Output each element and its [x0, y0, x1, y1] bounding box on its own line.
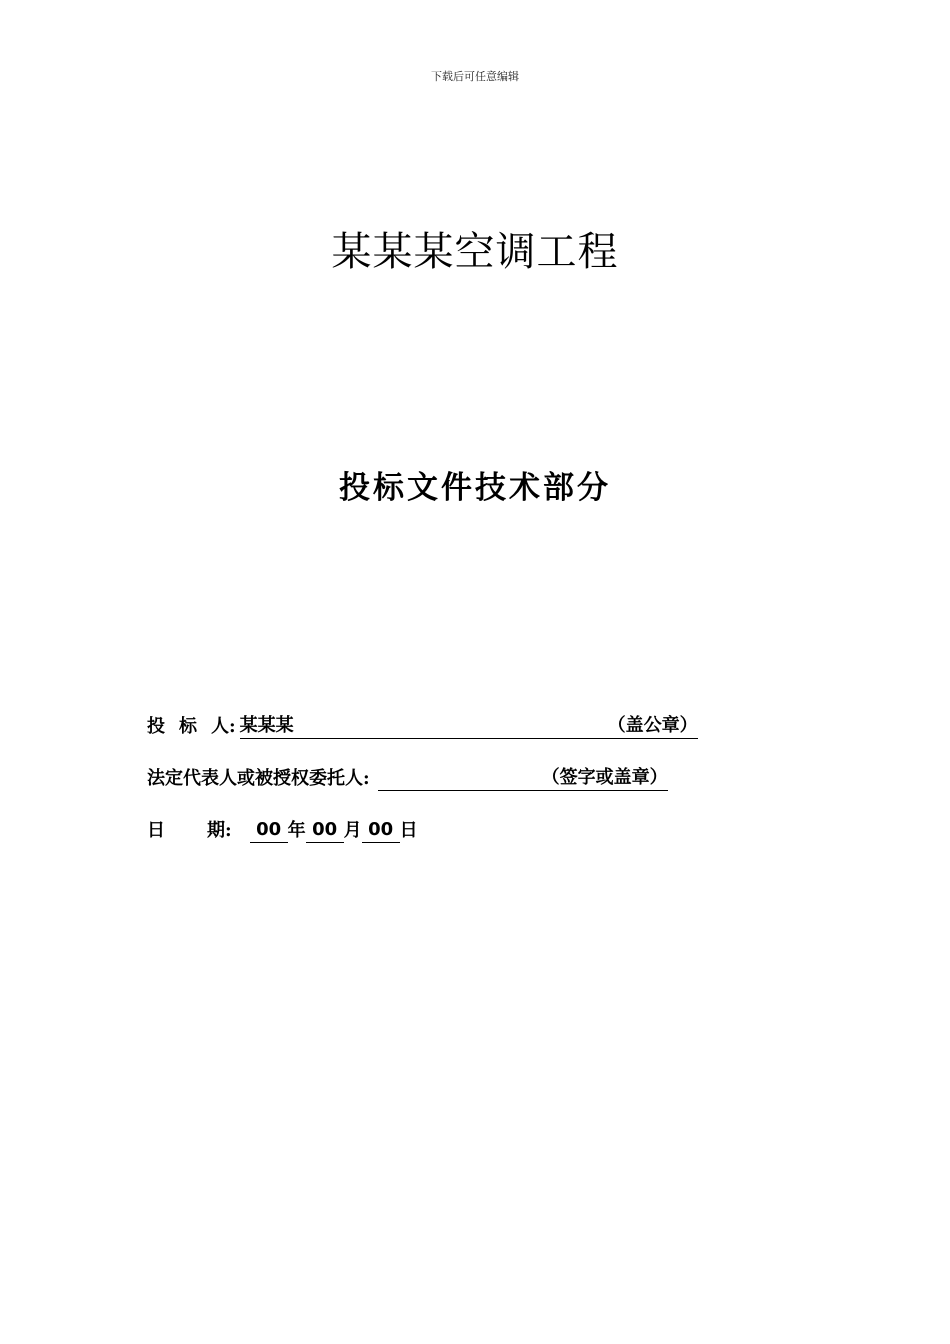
date-label-char: 日: [147, 820, 165, 841]
representative-field[interactable]: [378, 766, 668, 791]
bidder-label-colon: :: [229, 716, 236, 737]
bidder-label-char: 标: [179, 716, 197, 737]
document-subtitle: 投标文件技术部分: [339, 470, 611, 506]
date-month-field[interactable]: 00: [306, 818, 344, 843]
date-day-unit: 日: [399, 820, 418, 841]
header-note: 下载后可任意编辑: [431, 70, 519, 83]
date-label-colon: :: [225, 820, 232, 841]
bidder-value: 某某某: [239, 715, 294, 736]
project-title: 某某某空调工程: [331, 229, 619, 275]
bidder-field[interactable]: [240, 714, 698, 739]
bidder-seal-note: （盖公章）: [607, 715, 698, 736]
date-label-char: 期: [207, 820, 225, 841]
date-year-field[interactable]: 00: [250, 818, 288, 843]
date-year-unit: 年: [287, 820, 306, 841]
date-day-field[interactable]: 00: [362, 818, 400, 843]
date-row: [147, 818, 418, 843]
bidder-label-char: 人: [211, 716, 229, 737]
date-label: [147, 819, 232, 843]
bidder-label: [147, 715, 236, 739]
bidder-row: [147, 714, 698, 739]
date-month-unit: 月: [343, 820, 362, 841]
bidder-label-char: 投: [147, 716, 165, 737]
representative-sign-note: （签字或盖章）: [541, 767, 668, 788]
representative-row: [147, 766, 668, 791]
representative-label: 法定代表人或被授权委托人:: [147, 768, 370, 789]
